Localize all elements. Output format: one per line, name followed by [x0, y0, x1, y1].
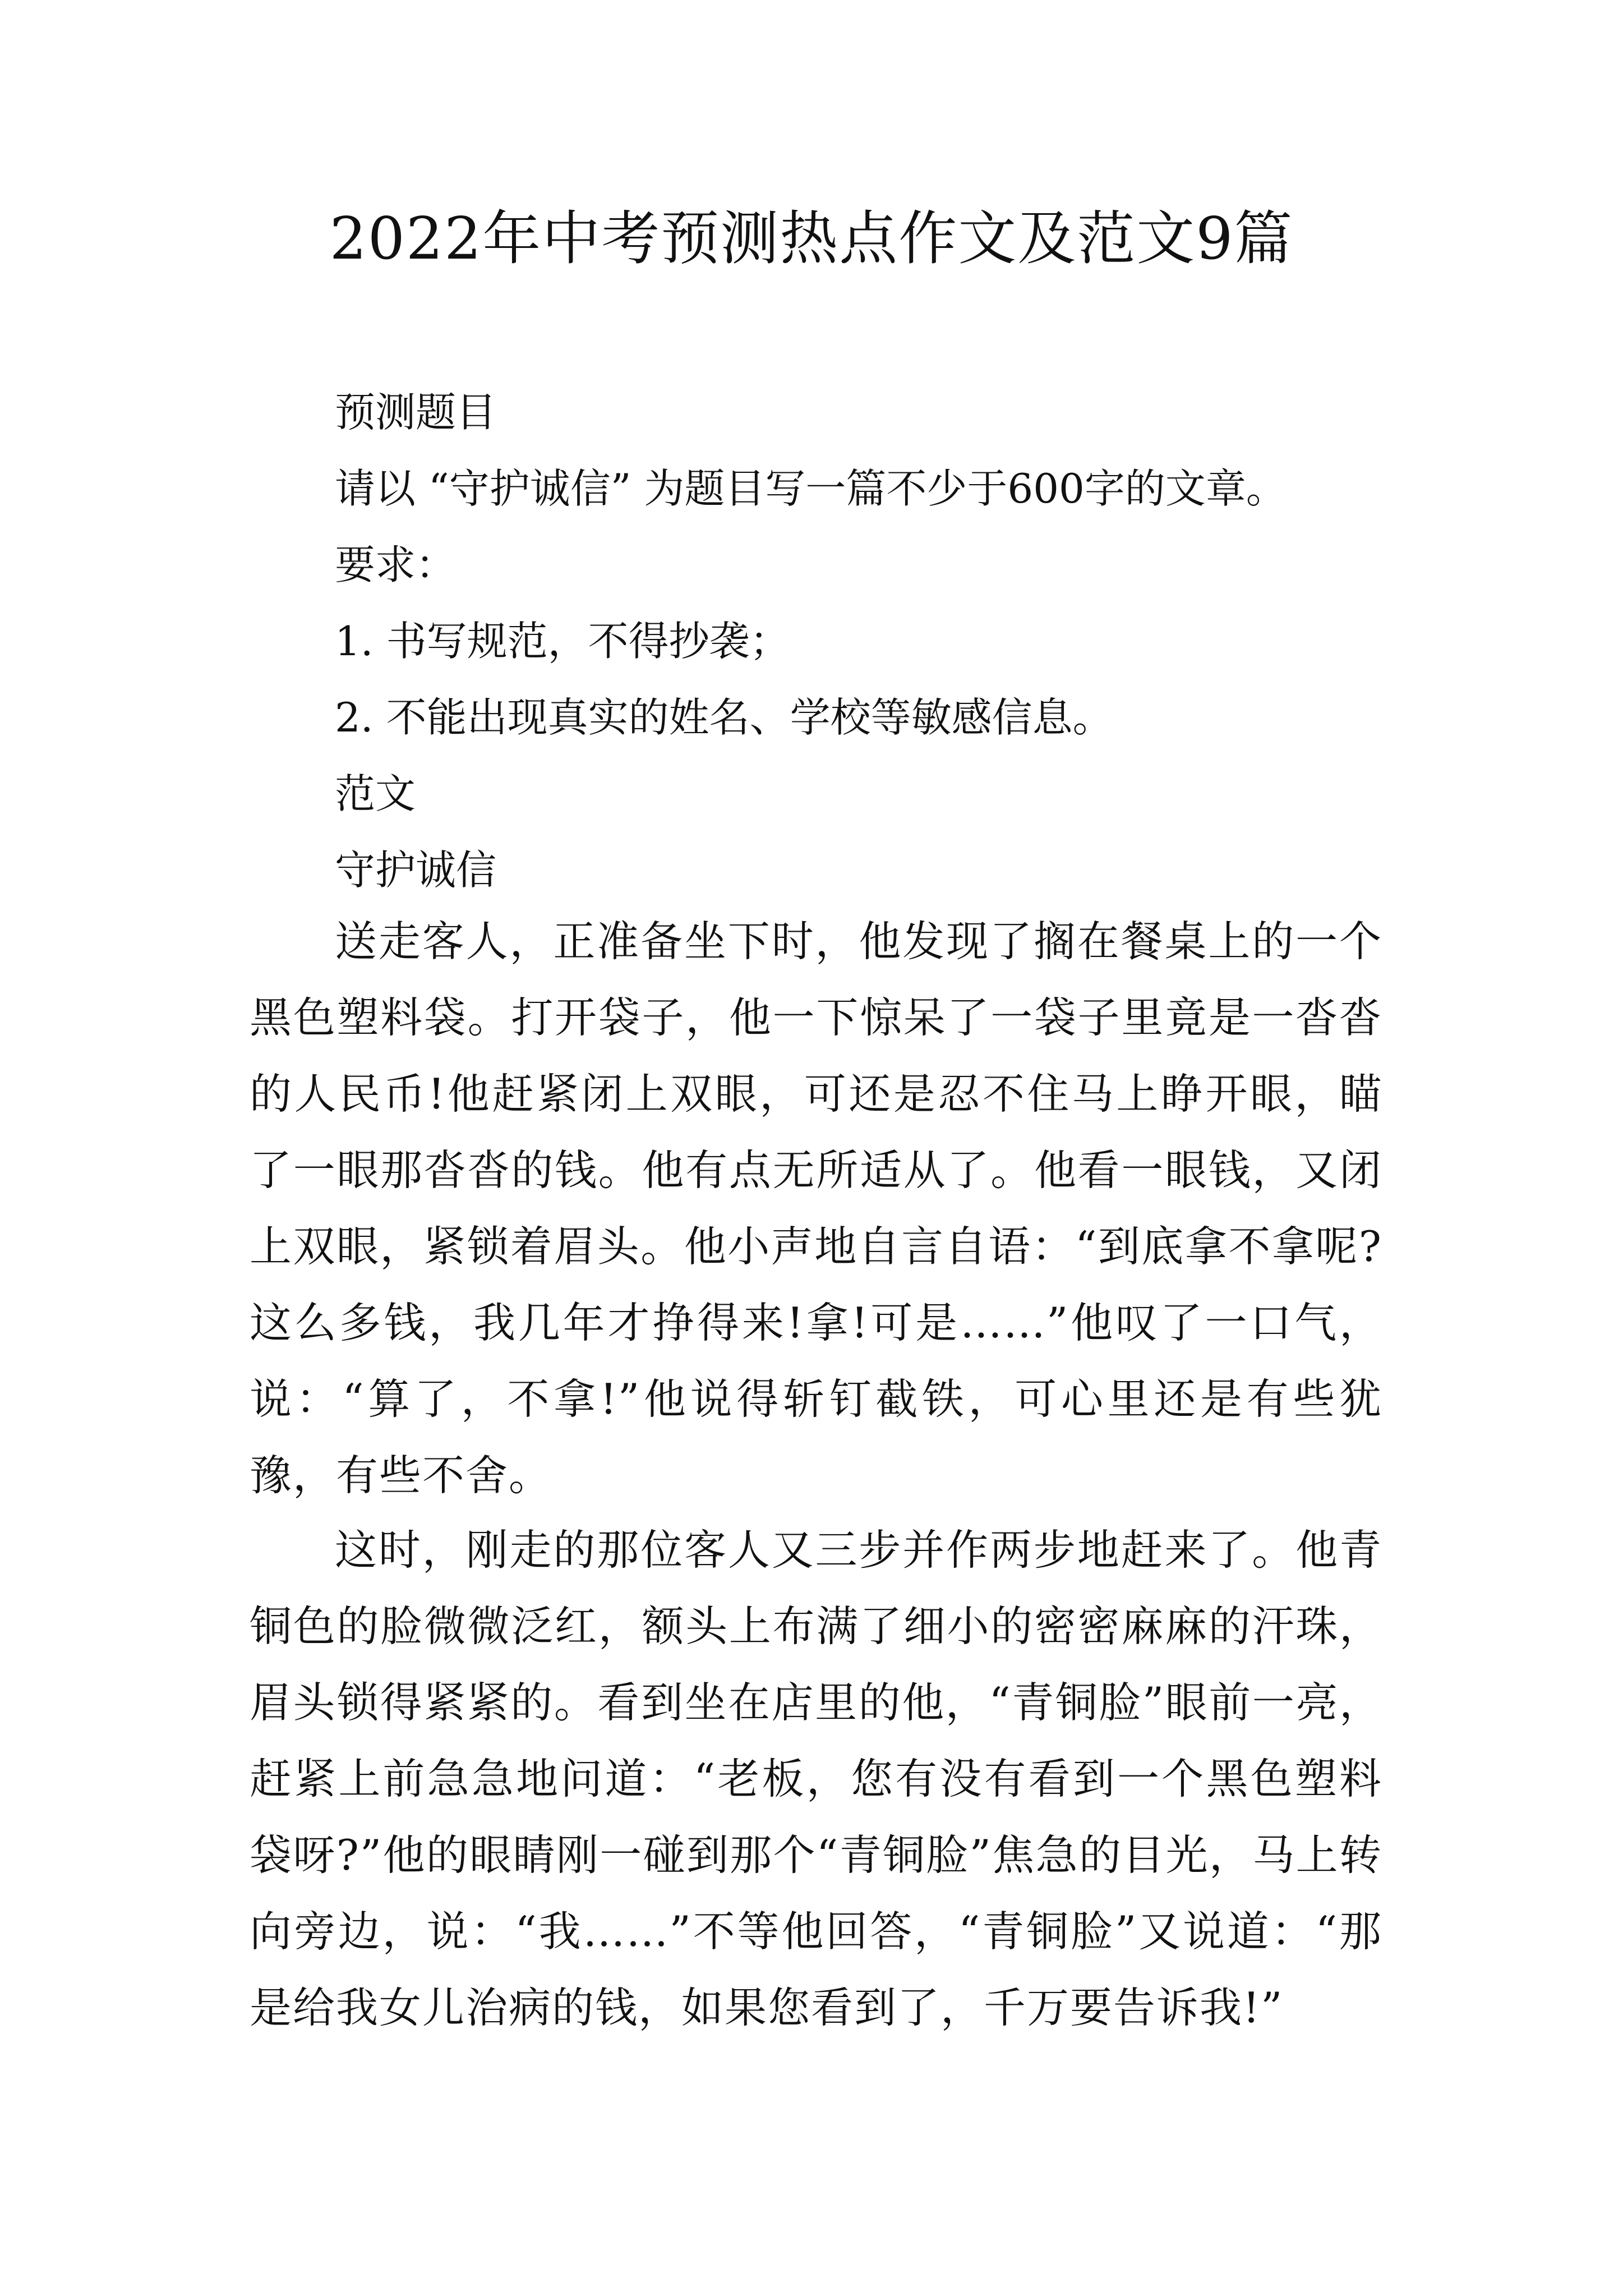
- prompt-text: 请以 “守护诚信” 为题目写一篇不少于600字的文章。: [335, 465, 1287, 512]
- requirement-item: 2. 不能出现真实的姓名、学校等敏感信息。: [335, 694, 1113, 741]
- document-title: 2022年中考预测热点作文及范文9篇: [329, 204, 1294, 273]
- essay-paragraph: 这时，刚走的那位客人又三步并作两步地赶来了。他青铜色的脸微微泛红，额头上布满了细小的密密麻麻的汗珠，眉头锁得紧紧的。看到坐在店里的他，“青铜脸”眼前一亮，赶紧上前急急地问道：“老板，您有没有看到一个黑色塑料袋呀?”他的眼睛刚一碰到那个“青铜脸”焦急的目光，马上转向旁边，说：“我……”不等他回答，“青铜脸”又说道：“那是给我女儿治病的钱，如果您看到了，千万要告诉我!”: [250, 1525, 1382, 2032]
- requirements-heading: 要求：: [335, 541, 457, 588]
- sample-heading: 范文: [335, 770, 416, 817]
- essay-paragraph: 送走客人，正准备坐下时，他发现了搁在餐桌上的一个黑色塑料袋。打开袋子，他一下惊呆了一袋子里竟是一沓沓的人民币!他赶紧闭上双眼，可还是忍不住马上睁开眼，瞄了一眼那沓沓的钱。他有点无所适从了。他看一眼钱，又闭上双眼，紧锁着眉头。他小声地自言自语：“到底拿不拿呢?这么多钱，我几年才挣得来!拿!可是……”他叹了一口气，说：“算了，不拿!”他说得斩钉截铁，可心里还是有些犹豫，有些不舍。: [250, 917, 1382, 1500]
- prompt-heading: 预测题目: [335, 389, 497, 436]
- essay-title: 守护诚信: [335, 846, 497, 894]
- requirement-item: 1. 书写规范，不得抄袭；: [335, 618, 790, 665]
